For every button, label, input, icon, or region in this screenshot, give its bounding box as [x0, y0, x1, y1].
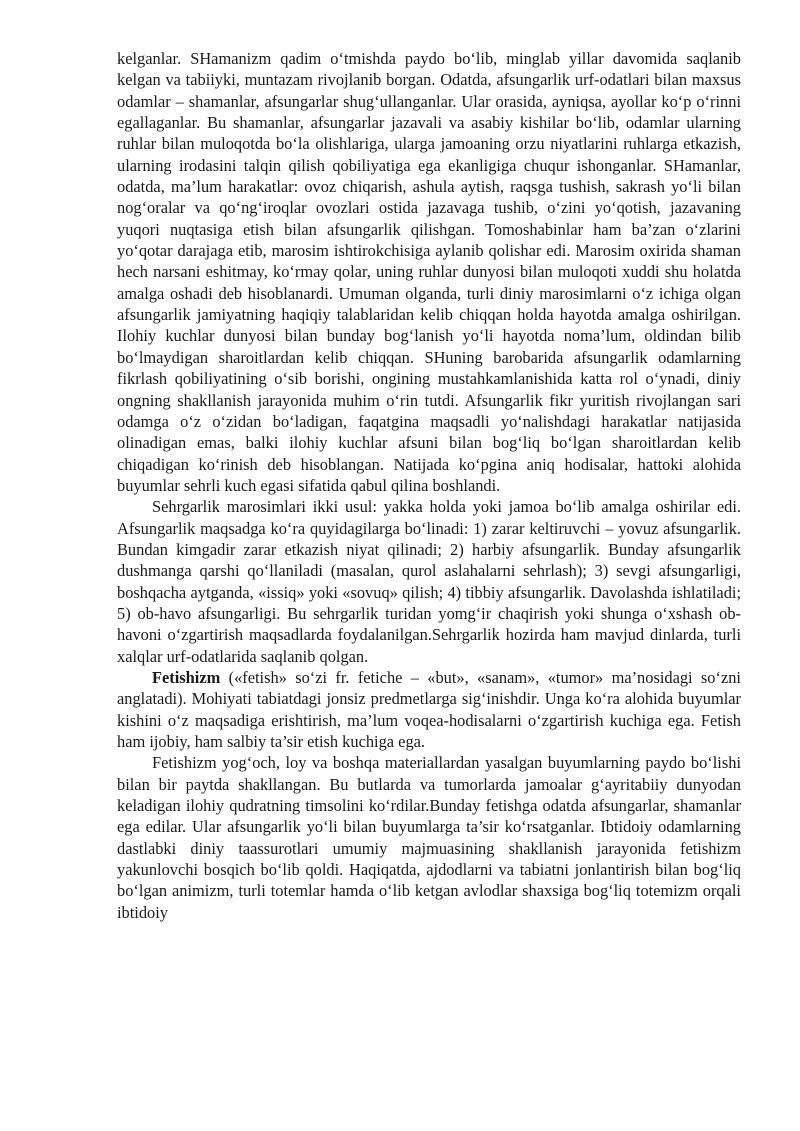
document-page	[117, 48, 741, 923]
paragraph-sorcery-types: Sehrgarlik marosimlari ikki usul: yakka holda yoki jamoa bo‘lib amalga oshirilar edi. Afsungarlik maqsadga ko‘ra quyidagilarga bo‘linadi: 1) zarar keltiruvchi – yovuz afsungarlik. Bundan kimgadir zarar etkazish niyat qilinadi; 2) harbiy afsungarlik. Bunday afsungarlik dushmanga qarshi qo‘llaniladi (masalan, qurol aslahalarni sehrlash); 3) sevgi afsungarligi, boshqacha aytganda, «issiq» yoki «sovuq» qilish; 4) tibbiy afsungarlik. Davolashda ishlatiladi; 5) ob-havo afsungarligi. Bu sehrgarlik turidan yomg‘ir chaqirish yoki shunga o‘xshash ob-havoni o‘zgartirish maqsadlarda foydalanilgan.Sehrgarlik hozirda ham mavjud dinlarda, turli xalqlar urf-odatlarida saqlanib qolgan.	[117, 497, 741, 666]
paragraph-fetishism-definition	[117, 667, 741, 752]
paragraph-fetishism-origin: Fetishizm yog‘och, loy va boshqa materiallardan yasalgan buyumlarning paydo bo‘lishi bilan bir paytda shakllangan. Bu butlarda va tumorlarda jamoalar g‘ayritabiiy dunyodan keladigan ilohiy qudratning timsolini ko‘rdilar.Bunday fetishga odatda afsungarlar, shamanlar ega edilar. Ular afsungarlik yo‘li bilan buyumlarga ta’sir ko‘rsatganlar. Ibtidoiy odamlarning dastlabki diniy taassurotlari umumiy majmuasining shakllanish jarayonida fetishizm yakunlovchi bosqich bo‘lib qoldi. Haqiqatda, ajdodlarni va tabiatni jonlantirish bilan bog‘liq bo‘lgan animizm, turli totemlar hamda o‘lib ketgan avlodlar shaxsiga bog‘liq totemizm orqali ibtidoiy	[117, 753, 741, 922]
paragraph-fetishism-definition-text: («fetish» so‘zi fr. fetiche – «but», «sanam», «tumor» ma’nosidagi so‘zni anglatadi). Mohiyati tabiatdagi jonsiz predmetlarga sig‘inishdir. Unga ko‘ra alohida buyumlar kishini o‘z maqsadiga erishtirish, ma’lum voqea-hodisalarni o‘zgartirish kuchiga ega. Fetish ham ijobiy, ham salbiy ta’sir etish kuchiga ega.	[117, 667, 741, 751]
term-fetishizm: Fetishizm	[152, 667, 221, 687]
paragraph-shamanism-continued: kelganlar. SHamanizm qadim o‘tmishda paydo bo‘lib, minglab yillar davomida saqlanib kelgan va tabiiyki, muntazam rivojlanib borgan. Odatda, afsungarlik urf-odatlari bilan maxsus odamlar – shamanlar, afsungarlar shug‘ullanganlar. Ular orasida, ayniqsa, ayollar ko‘p o‘rinni egallaganlar. Bu shamanlar, afsungarlar jazavali va asabiy kishilar bo‘lib, odamlar ularning ruhlar bilan muloqotda bo‘la olishlariga, ularga jamoaning orzu niyatlarini ruhlarga etkazish, ularning irodasini talqin qilish qobiliyatiga ega ekanligiga chuqur ishonganlar. SHamanlar, odatda, ma’lum harakatlar: ovoz chiqarish, ashula aytish, raqsga tushish, sakrash yo‘li bilan nog‘oralar va qo‘ng‘iroqlar ovozlari ostida jazavaga tushib, o‘zini yo‘qotish, jazavaning yuqori nuqtasiga etish bilan afsungarlik qilishgan. Tomoshabinlar ham ba’zan o‘zlarini yo‘qotar darajaga etib, marosim ishtirokchisiga aylanib qolishar edi. Marosim oxirida shaman hech narsani eshitmay, ko‘rmay qolar, uning ruhlar dunyosi bilan muloqoti xuddi shu holatda amalga oshadi deb hisoblanardi. Umuman olganda, turli diniy marosimlarni o‘z ichiga olgan afsungarlik jamiyatning haqiqiy talablaridan kelib chiqqan holda hayotda amalga oshirilgan. Ilohiy kuchlar dunyosi bilan bunday bog‘lanish yo‘li hayotda noma’lum, oldindan bilib bo‘lmaydigan sharoitlardan kelib chiqqan. SHuning barobarida afsungarlik odamlarning fikrlash qobiliyatining o‘sib borishi, ongining mustahkamlanishida katta rol o‘ynadi, diniy ongning shakllanish jarayonida muhim o‘rin tutdi. Afsungarlik fikr yuritish rivojlangan sari odamga o‘z o‘zidan bo‘ladigan, faqatgina maqsadli yo‘nalishdagi harakatlar natijasida olinadigan emas, balki ilohiy kuchlar afsuni bilan bog‘liq bo‘lgan sharoitlardan kelib chiqadigan ko‘rinish deb hisoblangan. Natijada ko‘pgina aniq hodisalar, hattoki alohida buyumlar sehrli kuch egasi sifatida qabul qilina boshlandi.	[117, 49, 741, 495]
